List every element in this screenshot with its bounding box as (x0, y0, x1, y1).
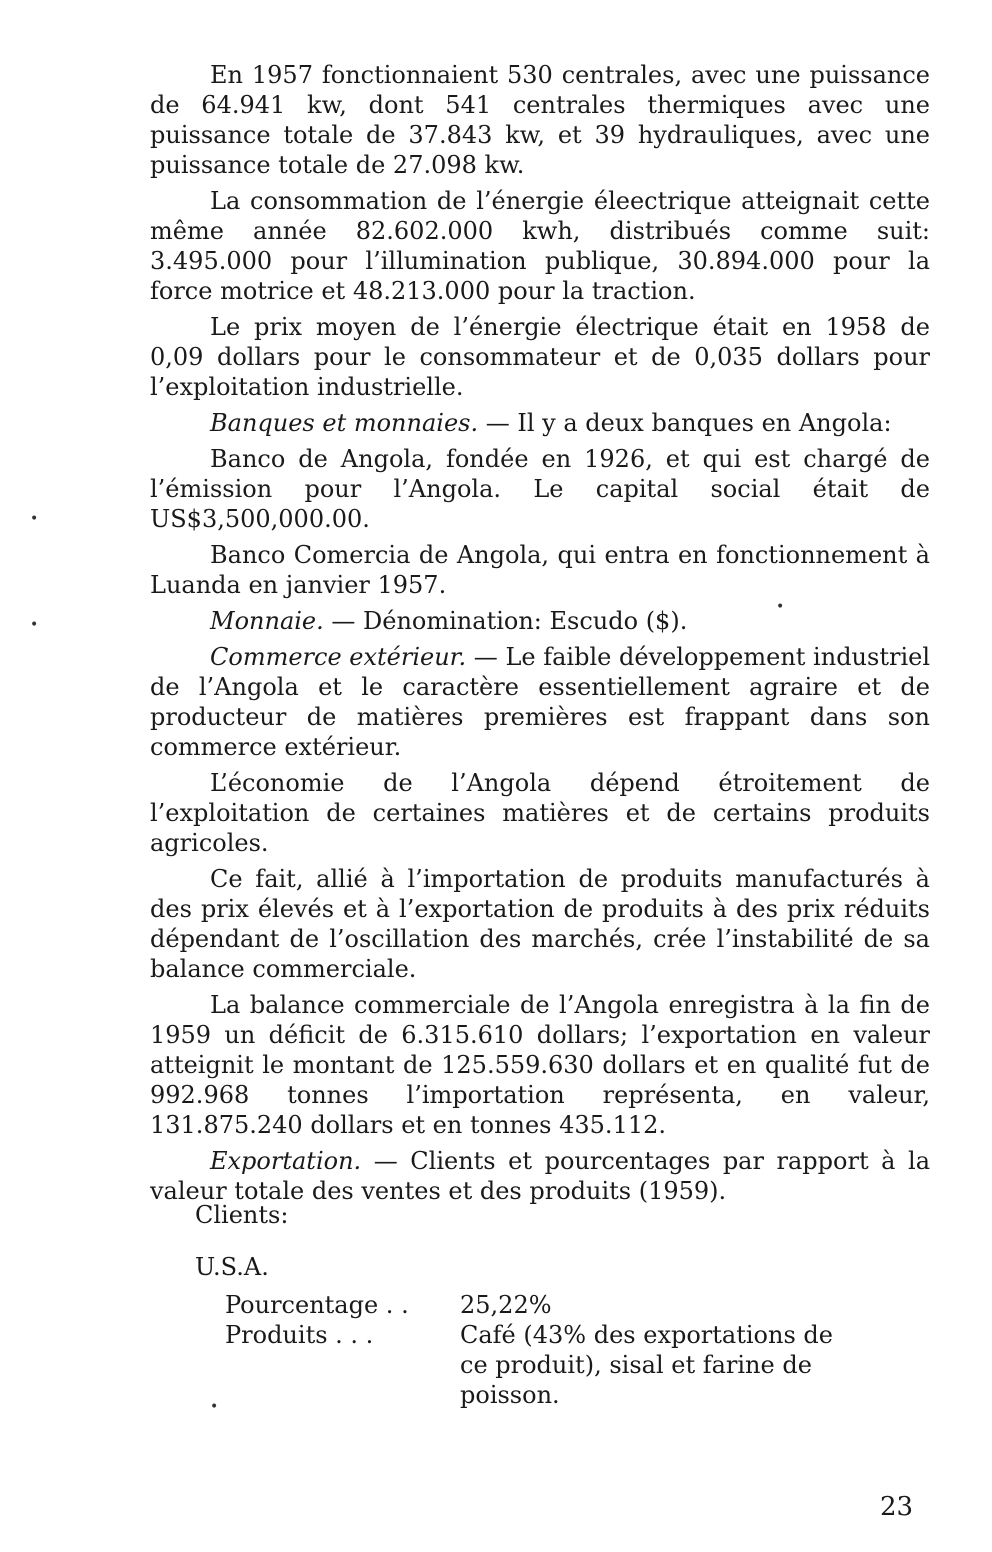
paragraph-exportation: Exportation. — Clients et pourcentages par rapport à la valeur totale des ventes et des produits (1959). (150, 1147, 930, 1205)
paragraph-balance: La balance commerciale de l’Angola enregistra à la fin de 1959 un déficit de 6.315.610 dollars; l’exportation en valeur atteignit le montant de 125.559.630 dollars et en qualité fut de 992.968 tonnes l’importation représenta, en valeur, 131.875.240 dollars et en tonnes 435.112. (150, 991, 930, 1139)
country-label: U.S.A. (195, 1253, 269, 1281)
paragraph-commerce: Commerce extérieur. — Le faible développement industriel de l’Angola et le caractère essentiellement agraire et de producteur de matières premières est frappant dans son commerce extérieur. (150, 643, 931, 761)
paragraph-prix-moyen: Le prix moyen de l’énergie électrique était en 1958 de 0,09 dollars pour le consommateur et de 0,035 dollars pour l’exploitation industrielle. (150, 313, 930, 401)
clients-list (195, 1200, 895, 1304)
heading-banques: Banques et monnaies. (210, 409, 479, 437)
heading-exportation: Exportation. (210, 1147, 362, 1175)
margin-speck: • (30, 617, 39, 633)
margin-speck: • (776, 599, 785, 615)
clients-label: Clients: (195, 1201, 289, 1229)
paragraph-economie: L’économie de l’Angola dépend étroitement de l’exploitation de certaines matières et de certains produits agricoles. (150, 769, 930, 857)
page-number: 23 (880, 1492, 914, 1522)
detail-key: Produits . . . (225, 1321, 374, 1349)
detail-key: Pourcentage . . (225, 1291, 409, 1319)
detail-value: 25,22% (460, 1291, 552, 1319)
margin-speck: • (30, 511, 39, 527)
body-text (150, 60, 930, 1212)
heading-commerce: Commerce extérieur. (210, 643, 467, 671)
detail-row-produits (225, 1320, 865, 1410)
client-details (225, 1290, 865, 1410)
heading-monnaie: Monnaie. (210, 607, 324, 635)
paragraph-banco-angola: Banco de Angola, fondée en 1926, et qui est chargé de l’émission pour l’Angola. Le capital social était de US$3,500,000.00. (150, 445, 930, 533)
paragraph-centrales: En 1957 fonctionnaient 530 centrales, avec une puissance de 64.941 kw, dont 541 centrales thermiques avec une puissance totale de 37.843 kw, et 39 hydrauliques, avec une puissance totale de 27.098 kw. (150, 61, 930, 179)
paragraph-monnaie: Monnaie. — Dénomination: Escudo ($). (210, 607, 688, 635)
paragraph-banco-comercia: Banco Comercia de Angola, qui entra en fonctionnement à Luanda en janvier 1957. (150, 541, 930, 599)
margin-speck: • (210, 1399, 219, 1415)
paragraph-ce-fait: Ce fait, allié à l’importation de produits manufacturés à des prix élevés et à l’exportation de produits à des prix réduits dépendant de l’oscillation des marchés, crée l’instabilité de sa balance commerciale. (150, 865, 930, 983)
paragraph-consommation: La consommation de l’énergie éleectrique atteignait cette même année 82.602.000 kwh, distribués comme suit: 3.495.000 pour l’illumination publique, 30.894.000 pour la force motrice et 48.213.000 pour la traction. (150, 187, 930, 305)
detail-row-pourcentage (225, 1290, 865, 1320)
paragraph-banques: Banques et monnaies. — Il y a deux banques en Angola: (210, 409, 892, 437)
detail-value: Café (43% des exportations de ce produit), sisal et farine de poisson. (460, 1321, 833, 1409)
